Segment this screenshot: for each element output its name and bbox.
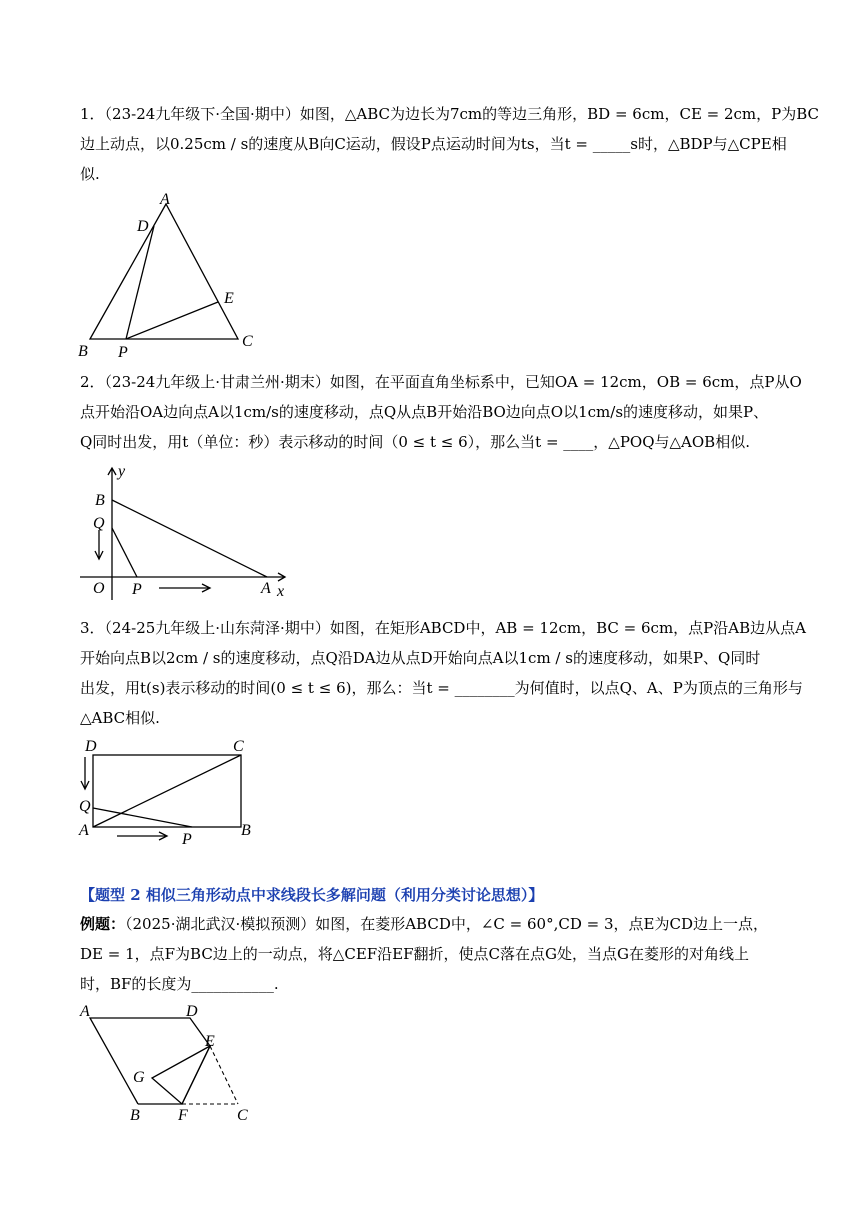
q2-label-a: A [261,580,271,597]
q2-label-x: x [277,583,285,600]
example-label-d: D [186,1003,198,1020]
q1-segment-pe [126,302,218,339]
q2-label-p: P [132,581,142,598]
q1-label-c: C [242,333,253,350]
q1-triangle-figure [70,190,270,360]
q2-label-b: B [95,492,105,509]
q2-text-line-1: 2．（23-24九年级上·甘肃兰州·期末）如图，在平面直角坐标系中，已知OA = 12cm，OB = 6cm，点P从O [80,373,802,391]
example-rhombus-figure [70,1000,270,1130]
q2-label-y: y [118,463,126,480]
example-triangle-egf [152,1046,210,1104]
example-dashed-ec [210,1046,238,1104]
example-rhombus-edges [90,1018,210,1104]
q1-label-b: B [78,343,88,360]
q2-segment-ba [112,500,267,577]
example-label-e: E [205,1033,215,1050]
q1-text-line-2: 边上动点，以0.25cm / s的速度从B向C运动，假设P点运动时间为ts，当t = _____s时，△BDP与△CPE相 [80,135,787,153]
q2-text-line-3: Q同时出发，用t（单位：秒）表示移动的时间（0 ≤ t ≤ 6），那么当t = ____，△POQ与△AOB相似. [80,433,750,451]
example-text-line-1 [80,914,768,934]
section-heading: 【题型 2 相似三角形动点中求线段长多解问题（利用分类讨论思想）】 [80,886,544,904]
q3-segment-qp [93,808,192,827]
example-text-line-2: DE = 1，点F为BC边上的一动点，将△CEF沿EF翻折，使点C落在点G处，当点G在菱形的对角线上 [80,945,749,963]
q3-label-b: B [241,822,251,839]
q3-diagonal-ac [93,755,241,827]
q2-label-q: Q [93,515,105,532]
q3-text-line-4: △ABC相似. [80,709,160,727]
q3-text-line-3: 出发，用t(s)表示移动的时间(0 ≤ t ≤ 6)，那么：当t = ________为何值时，以点Q、A、P为顶点的三角形与 [80,679,803,697]
example-label-g: G [133,1069,145,1086]
q3-label-q: Q [79,798,91,815]
q3-label-p: P [182,831,192,847]
q3-text-line-2: 开始向点B以2cm / s的速度移动，点Q沿DA边从点D开始向点A以1cm / s的速度移动，如果P、Q同时 [80,649,761,667]
q1-label-d: D [137,218,149,235]
example-label-b: B [130,1107,140,1124]
q1-text-line-1: 1．（23-24九年级下·全国·期中）如图，△ABC为边长为7cm的等边三角形，BD = 6cm，CE = 2cm，P为BC [80,105,820,123]
q1-segment-dp [126,226,154,339]
example-label-a: A [80,1003,90,1020]
q3-label-a: A [79,822,89,839]
q2-text-line-2: 点开始沿OA边向点A以1cm/s的速度移动，点Q从点B开始沿BO边向点O以1cm/s的速度移动，如果P、 [80,403,769,421]
q3-rectangle-figure [75,735,275,847]
example-label: 例题： [80,915,126,933]
q1-text-line-3: 似. [80,165,100,183]
q1-label-e: E [224,290,234,307]
q1-label-p: P [118,344,128,360]
example-text-line-3: 时，BF的长度为___________. [80,975,279,993]
q1-label-a: A [160,191,170,208]
q2-coordinate-figure [75,460,305,602]
q1-triangle-abc [90,204,238,339]
q3-label-c: C [233,738,244,755]
q2-segment-qp [112,528,137,577]
example-label-f: F [178,1107,188,1124]
q3-text-line-1: 3．（24-25九年级上·山东菏泽·期中）如图，在矩形ABCD中，AB = 12cm，BC = 6cm，点P沿AB边从点A [80,619,806,637]
q3-label-d: D [85,738,97,755]
example-label-c: C [237,1107,248,1124]
q2-label-o: O [93,580,105,597]
example-text-line-1-body: （2025·湖北武汉·模拟预测）如图，在菱形ABCD中，∠C = 60°,CD = 3，点E为CD边上一点， [125,915,768,933]
